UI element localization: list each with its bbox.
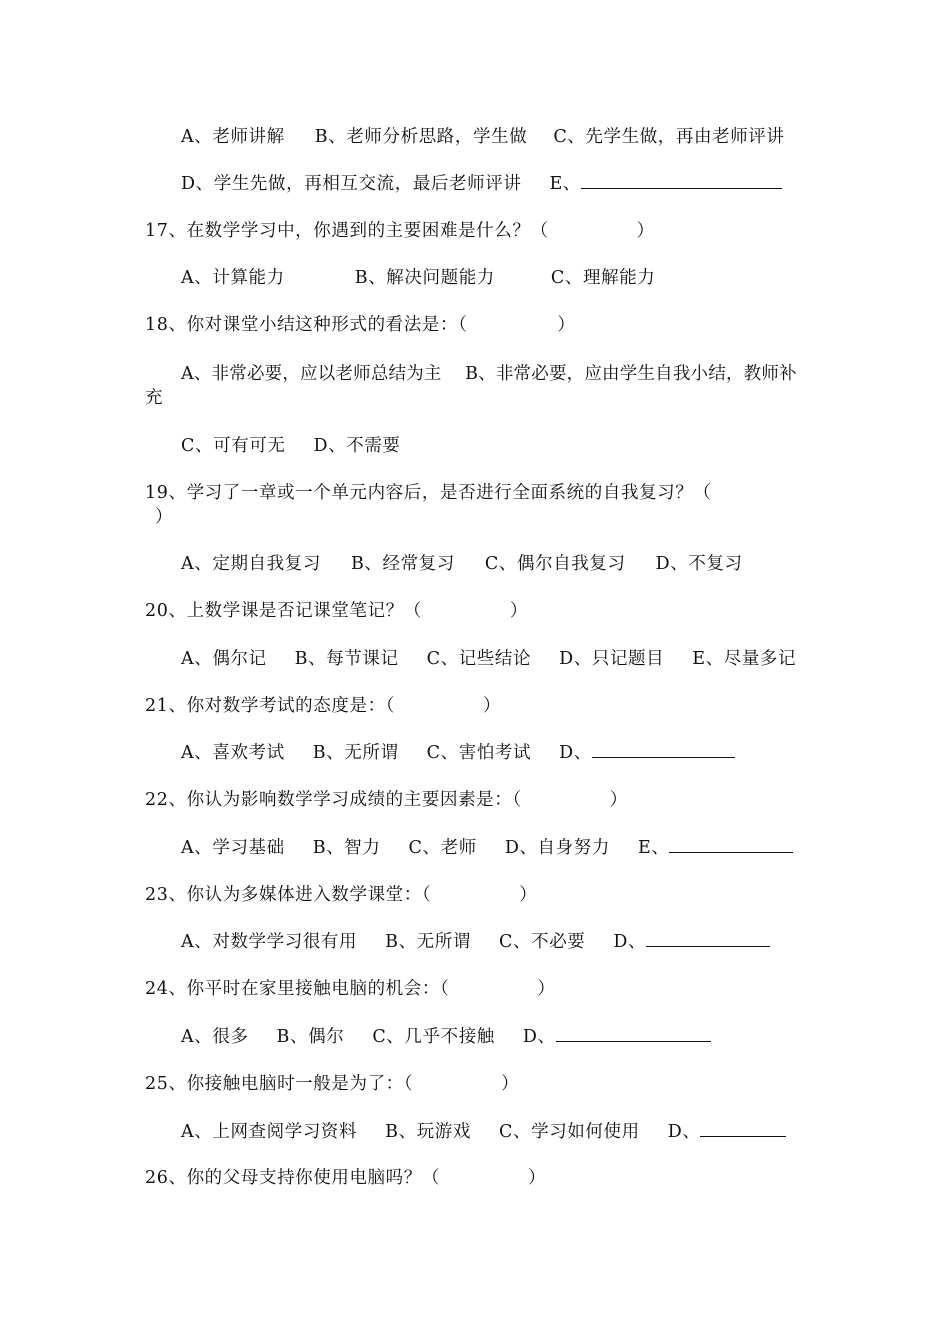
question-19 (145, 481, 711, 505)
q18-option-c[interactable]: C、可有可无 (181, 436, 286, 456)
q24-option-a[interactable]: A、很多 (181, 1027, 249, 1047)
q16-option-e[interactable]: E、 (549, 174, 581, 194)
question-22 (145, 788, 628, 812)
question-25-close: ） (501, 1074, 520, 1094)
question-25-text: 25、你接触电脑时一般是为了：（ (145, 1074, 414, 1094)
q22-option-a[interactable]: A、学习基础 (181, 838, 285, 858)
q21-option-b[interactable]: B、无所谓 (312, 743, 399, 763)
q21-option-d[interactable]: D、 (559, 743, 592, 763)
question-17 (145, 219, 655, 243)
question-21-close: ） (483, 696, 502, 716)
q23-blank-line[interactable] (646, 930, 770, 947)
q21-option-c[interactable]: C、害怕考试 (426, 743, 532, 763)
q17-option-c[interactable]: C、理解能力 (550, 268, 656, 288)
q24-option-b[interactable]: B、偶尔 (276, 1027, 345, 1047)
q22-blank-line[interactable] (669, 836, 793, 853)
question-21-text: 21、你对数学考试的态度是：（ (145, 696, 396, 716)
q20-option-d[interactable]: D、只记题目 (559, 649, 665, 669)
question-20-text: 20、上数学课是否记课堂笔记？（ (145, 601, 422, 621)
q16-blank-line[interactable] (581, 172, 782, 189)
q16-option-c[interactable]: C、先学生做，再由老师评讲 (553, 127, 785, 147)
q17-options (181, 266, 655, 290)
question-20-close: ） (509, 601, 528, 621)
question-24-text: 24、你平时在家里接触电脑的机会：（ (145, 979, 450, 999)
q16-option-d[interactable]: D、学生先做，再相互交流，最后老师评讲 (181, 174, 522, 194)
q20-option-a[interactable]: A、偶尔记 (181, 649, 267, 669)
q21-option-a[interactable]: A、喜欢考试 (181, 743, 285, 763)
question-19-cont (145, 505, 173, 529)
q24-option-d[interactable]: D、 (522, 1027, 556, 1047)
question-17-close: ） (636, 221, 655, 241)
q21-blank-line[interactable] (592, 741, 735, 758)
question-20 (145, 599, 528, 623)
q16-option-b[interactable]: B、老师分析思路，学生做 (314, 127, 528, 147)
q20-options (181, 647, 796, 671)
q18-option-d[interactable]: D、不需要 (313, 436, 401, 456)
question-22-text: 22、你认为影响数学学习成绩的主要因素是：（ (145, 790, 522, 810)
q18-options-row1[interactable] (181, 362, 797, 386)
q25-option-b[interactable]: B、玩游戏 (385, 1122, 472, 1142)
question-18 (145, 313, 576, 337)
q20-option-e[interactable]: E、尽量多记 (692, 649, 797, 669)
q23-option-b[interactable]: B、无所谓 (385, 932, 472, 952)
q25-blank-line[interactable] (700, 1120, 786, 1137)
question-24 (145, 977, 555, 1001)
question-17-text: 17、在数学学习中，你遇到的主要困难是什么？（ (145, 221, 549, 241)
q20-option-b[interactable]: B、每节课记 (294, 649, 399, 669)
q23-options (181, 930, 770, 954)
q22-option-b[interactable]: B、智力 (312, 838, 381, 858)
q24-options (181, 1025, 711, 1049)
q19-options (181, 552, 743, 576)
q22-option-d[interactable]: D、自身努力 (504, 838, 610, 858)
q25-option-d[interactable]: D、 (667, 1122, 701, 1142)
question-23 (145, 883, 537, 907)
q19-option-c[interactable]: C、偶尔自我复习 (484, 554, 626, 574)
q16-options-row1 (181, 125, 785, 149)
question-19-close: ） (155, 507, 174, 527)
q23-option-d[interactable]: D、 (613, 932, 647, 952)
question-18-text: 18、你对课堂小结这种形式的看法是：（ (145, 315, 468, 335)
q17-option-a[interactable]: A、计算能力 (181, 268, 285, 288)
q21-options (181, 741, 735, 765)
q17-option-b[interactable]: B、解决问题能力 (354, 268, 495, 288)
q16-options-row2 (181, 172, 782, 196)
question-18-close: ） (557, 315, 576, 335)
question-19-text: 19、学习了一章或一个单元内容后，是否进行全面系统的自我复习？（ (145, 483, 712, 503)
q22-options (181, 836, 793, 860)
q25-option-c[interactable]: C、学习如何使用 (499, 1122, 640, 1142)
question-26-text: 26、你的父母支持你使用电脑吗？（ (145, 1168, 440, 1188)
q19-option-a[interactable]: A、定期自我复习 (181, 554, 321, 574)
q23-option-c[interactable]: C、不必要 (499, 932, 586, 952)
question-24-close: ） (537, 979, 556, 999)
question-26 (145, 1166, 546, 1190)
q18-options-row2 (181, 434, 401, 458)
question-21 (145, 694, 501, 718)
q20-option-c[interactable]: C、记些结论 (426, 649, 532, 669)
q22-option-c[interactable]: C、老师 (408, 838, 477, 858)
q23-option-a[interactable]: A、对数学学习很有用 (181, 932, 358, 952)
q24-blank-line[interactable] (556, 1025, 711, 1042)
q22-option-e[interactable]: E、 (637, 838, 670, 858)
q19-option-b[interactable]: B、经常复习 (350, 554, 455, 574)
q24-option-c[interactable]: C、几乎不接触 (372, 1027, 495, 1047)
question-26-close: ） (527, 1168, 547, 1188)
q18-options-row1-cont (145, 386, 163, 410)
question-23-close: ） (519, 885, 538, 905)
q18-options-ab[interactable]: A、非常必要，应以老师总结为主 B、非常必要，应由学生自我小结，教师补 (181, 364, 797, 384)
q18-options-ab-cont: 充 (145, 388, 164, 408)
q25-options (181, 1120, 786, 1144)
question-22-close: ） (609, 790, 628, 810)
q16-option-a[interactable]: A、老师讲解 (181, 127, 285, 147)
question-25 (145, 1072, 519, 1096)
question-23-text: 23、你认为多媒体进入数学课堂：（ (145, 885, 432, 905)
q25-option-a[interactable]: A、上网查阅学习资料 (181, 1122, 358, 1142)
q19-option-d[interactable]: D、不复习 (655, 554, 743, 574)
